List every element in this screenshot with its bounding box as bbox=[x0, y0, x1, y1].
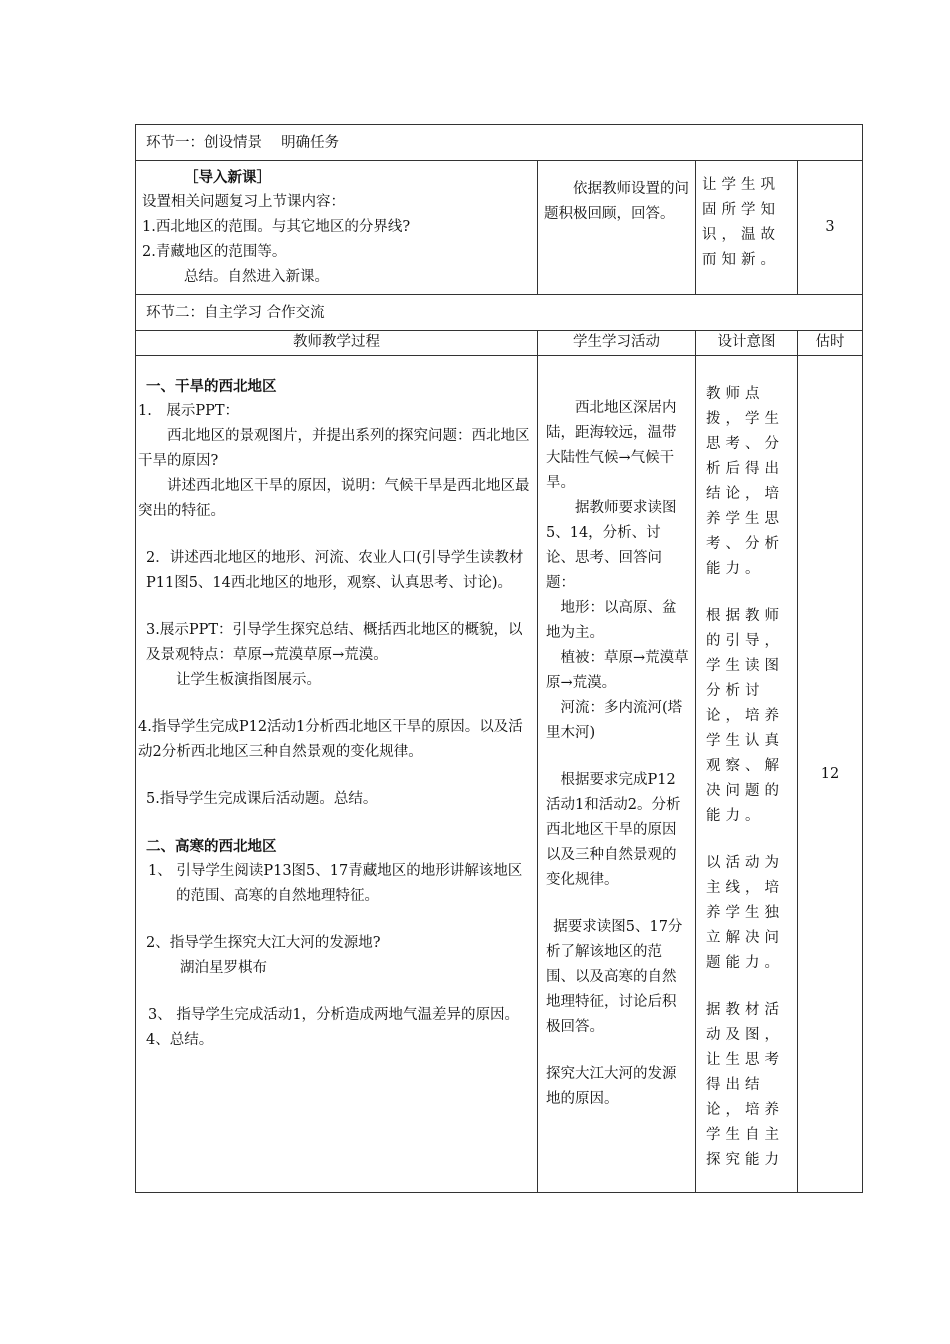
section1-line-1: 设置相关问题复习上节课内容： bbox=[142, 194, 345, 210]
header-intent: 设计意图 bbox=[696, 331, 798, 356]
section2-teacher-cell bbox=[136, 356, 538, 1193]
section1-time: 3 bbox=[798, 161, 863, 295]
section1-intent-cell bbox=[696, 161, 798, 295]
section1-title: 环节一：创设情景 明确任务 bbox=[136, 125, 863, 161]
teacher-p1-a: 西北地区的景观图片，并提出系列的探究问题：西北地区干旱的原因? bbox=[138, 428, 530, 469]
teacher-q2: 2、指导学生探究大江大河的发源地? bbox=[146, 935, 381, 951]
teacher-q1: 1、 引导学生阅读P13图5、17青藏地区的地形讲解该地区的范围、高寒的自然地理特征。 bbox=[148, 863, 523, 904]
teacher-p5: 5.指导学生完成课后活动题。总结。 bbox=[146, 791, 378, 807]
header-time: 估时 bbox=[798, 331, 863, 356]
section1-intent-text: 让学生巩固所学知识，温故而知新。 bbox=[702, 177, 780, 268]
section1-line-4: 总结。自然进入新课。 bbox=[184, 269, 329, 285]
section2-time: 12 bbox=[798, 356, 863, 1193]
section2-title: 环节二：自主学习 合作交流 bbox=[136, 295, 863, 331]
intent-i2: 根据教师的引导，学生读图分析讨论，培养学生认真观察、解决问题的能力。 bbox=[706, 608, 784, 824]
header-teacher: 教师教学过程 bbox=[136, 331, 538, 356]
student-s8: 探究大江大河的发源地的原因。 bbox=[546, 1066, 677, 1107]
teacher-p3-b: 让学生板演指图展示。 bbox=[176, 672, 321, 688]
student-s2: 据教师要求读图5、14，分析、讨论、思考、回答问题： bbox=[546, 500, 677, 591]
student-s7: 据要求读图5、17分析了解该地区的范围、以及高寒的自然地理特征，讨论后积极回答。 bbox=[546, 919, 683, 1035]
header-student: 学生学习活动 bbox=[538, 331, 696, 356]
teacher-p1-num: 1. 展示PPT： bbox=[138, 403, 240, 419]
section2-student-cell bbox=[538, 356, 696, 1193]
section1-line-3: 2.青藏地区的范围等。 bbox=[142, 244, 287, 260]
section1-student-text: 依据教师设置的问题积极回顾，回答。 bbox=[544, 181, 689, 222]
section1-teacher-cell bbox=[136, 161, 538, 295]
intent-i4: 据教材活动及图，让生思考得出结论，培养学生自主探究能力 bbox=[706, 1002, 784, 1168]
intent-i1: 教师点拨，学生思考、分析后得出结论，培养学生思考、分析能力。 bbox=[706, 386, 784, 577]
section1-line-2: 1.西北地区的范围。与其它地区的分界线? bbox=[142, 219, 411, 235]
section1-student-cell bbox=[538, 161, 696, 295]
teacher-p4: 4.指导学生完成P12活动1分析西北地区干旱的原因。以及活动2分析西北地区三种自然景观的变化规律。 bbox=[138, 719, 523, 760]
teacher-q3: 3、 指导学生完成活动1，分析造成两地气温差异的原因。 bbox=[148, 1007, 520, 1023]
student-s5: 河流：多内流河(塔里木河) bbox=[546, 700, 683, 741]
heading-arid: 一、干旱的西北地区 bbox=[146, 378, 277, 395]
student-s4: 植被：草原→荒漠草原→荒漠。 bbox=[546, 650, 689, 691]
teacher-q2-b: 湖泊星罗棋布 bbox=[180, 960, 267, 976]
section1-heading: ［导入新课］ bbox=[184, 169, 271, 186]
student-s3: 地形：以高原、盆地为主。 bbox=[546, 600, 677, 641]
teacher-q4: 4、总结。 bbox=[146, 1032, 214, 1048]
teacher-p3: 3.展示PPT：引导学生探究总结、概括西北地区的概貌，以及景观特点：草原→荒漠草原→荒漠。 bbox=[146, 622, 523, 663]
section2-intent-cell bbox=[696, 356, 798, 1193]
lesson-plan-table bbox=[135, 124, 863, 1193]
heading-cold: 二、高寒的西北地区 bbox=[146, 838, 277, 855]
teacher-p2: 2．讲述西北地区的地形、河流、农业人口(引导学生读教材P11图5、14西北地区的地形，观察、认真思考、讨论)。 bbox=[146, 550, 524, 591]
intent-i3: 以活动为主线，培养学生独立解决问题能力。 bbox=[706, 855, 784, 971]
student-s6: 根据要求完成P12活动1和活动2。分析西北地区干旱的原因以及三种自然景观的变化规律。 bbox=[546, 772, 681, 888]
teacher-p1-b: 讲述西北地区干旱的原因，说明：气候干旱是西北地区最突出的特征。 bbox=[138, 478, 530, 519]
student-s1: 西北地区深居内陆，距海较远，温带大陆性气候→气候干旱。 bbox=[546, 400, 677, 491]
